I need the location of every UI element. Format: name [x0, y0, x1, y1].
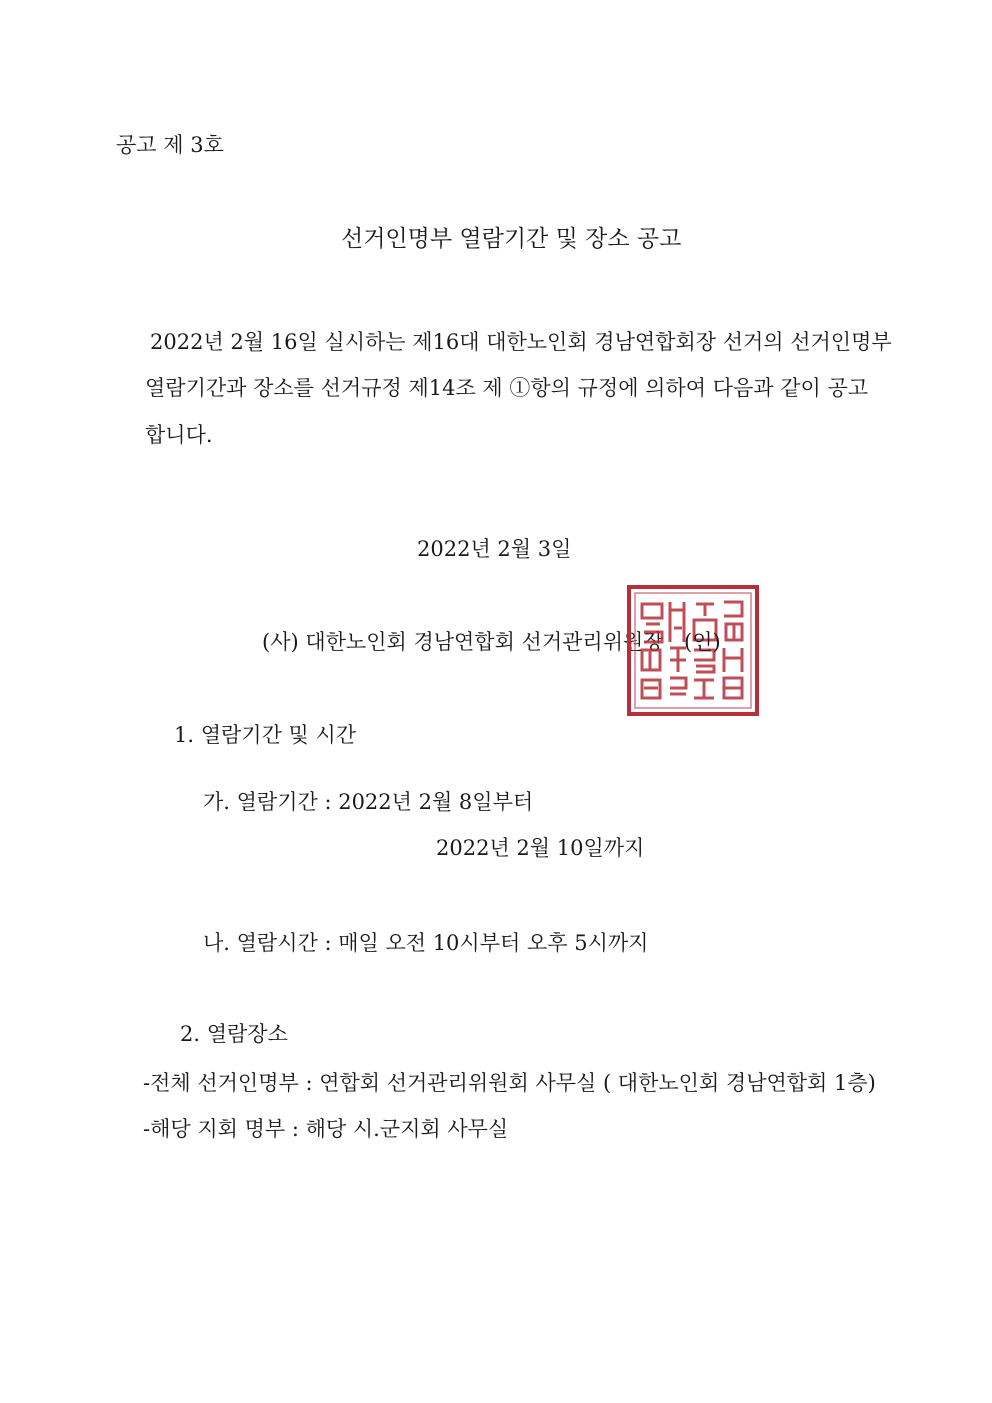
body-paragraph-line-1: 2022년 2월 16일 실시하는 제16대 대한노인회 경남연합회장 선거의 선거인명부 [150, 330, 892, 354]
seal-mark: (인) [684, 630, 721, 654]
section-2-location-all: -전체 선거인명부 : 연합회 선거관리위원회 사무실 ( 대한노인회 경남연합회 1층) [143, 1071, 876, 1095]
section-2-location-branch: -해당 지회 명부 : 해당 시.군지회 사무실 [143, 1117, 509, 1141]
section-1a-period-end: 2022년 2월 10일까지 [436, 836, 645, 860]
section-1a-period-start: 가. 열람기간 : 2022년 2월 8일부터 [203, 790, 534, 814]
section-2-heading: 2. 열람장소 [180, 1022, 288, 1046]
body-paragraph-line-2: 열람기간과 장소를 선거규정 제14조 제 ①항의 규정에 의하여 다음과 같이 공고 [145, 376, 869, 400]
body-paragraph-line-3: 합니다. [145, 423, 213, 447]
issuer-name: (사) 대한노인회 경남연합회 선거관리위원장 [262, 630, 664, 654]
section-1-heading: 1. 열람기간 및 시간 [174, 723, 357, 747]
document-title: 선거인명부 열람기간 및 장소 공고 [341, 226, 682, 252]
notice-number: 공고 제 3호 [116, 133, 224, 157]
issue-date: 2022년 2월 3일 [417, 537, 572, 561]
section-1b-hours: 나. 열람시간 : 매일 오전 10시부터 오후 5시까지 [203, 931, 649, 955]
